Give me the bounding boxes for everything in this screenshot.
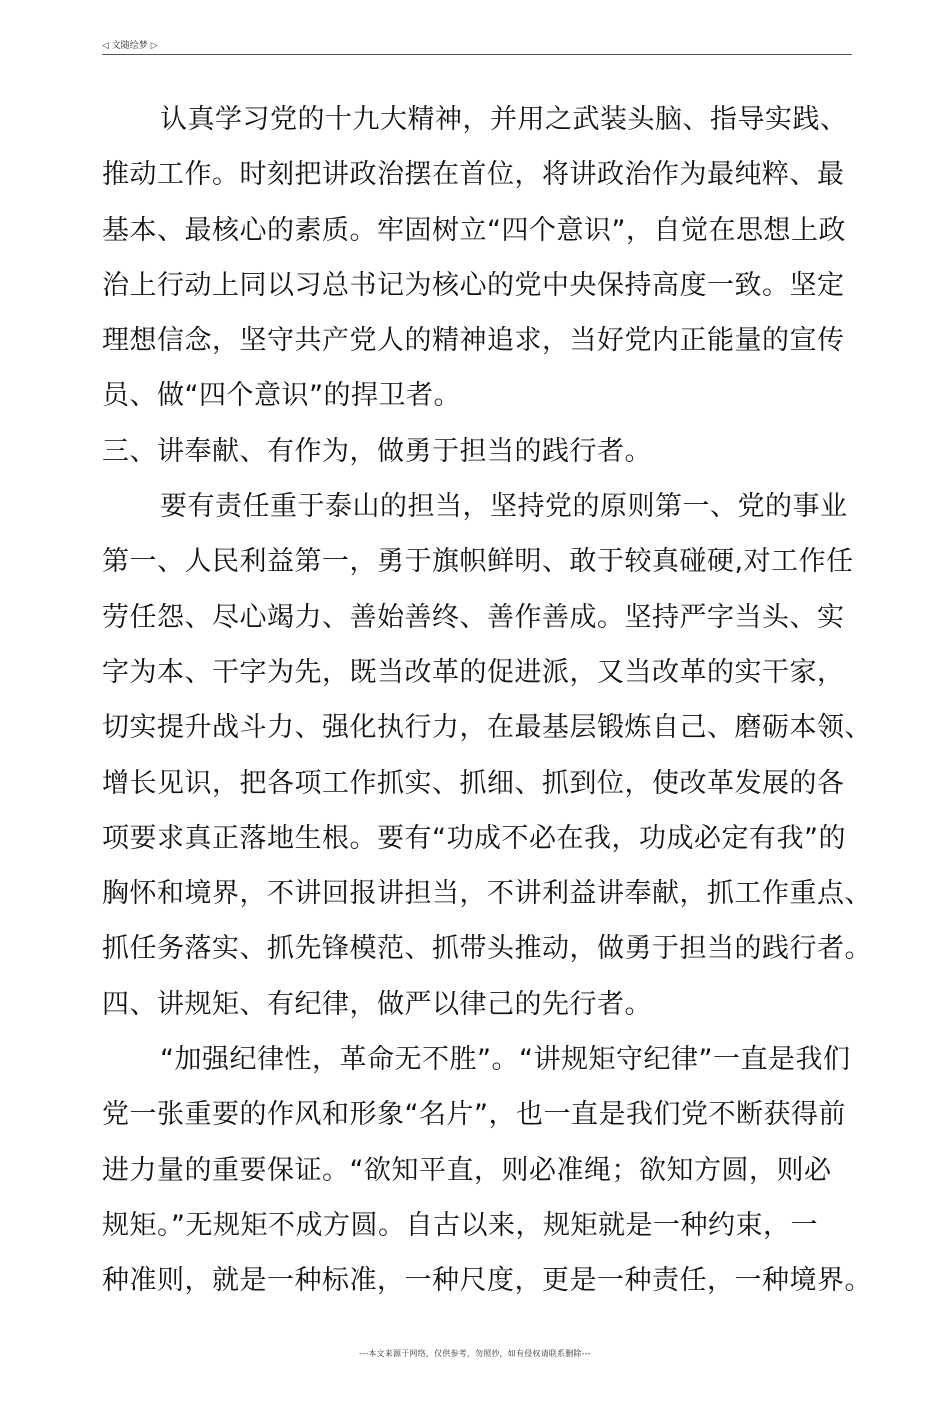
paragraph-line: 理想信念，坚守共产党人的精神追求，当好党内正能量的宣传 — [102, 325, 845, 357]
paragraph-line: 党一张重要的作风和形象“名片”，也一直是我们党不断获得前 — [102, 1099, 846, 1131]
paragraph-line: 治上行动上同以习总书记为核心的党中央保持高度一致。坚定 — [102, 269, 845, 301]
paragraph-line: 要有责任重于泰山的担当，坚持党的原则第一、党的事业 — [160, 491, 848, 523]
paragraph-line: 种准则，就是一种标准，一种尺度，更是一种责任，一种境界。 — [102, 1265, 872, 1297]
paragraph-line: 规矩。”无规矩不成方圆。自古以来，规矩就是一种约束，一 — [102, 1209, 818, 1241]
header-title: 文随绘梦 — [111, 41, 148, 51]
paragraph-line: 字为本、干字为先，既当改革的促进派，又当改革的实干家， — [102, 656, 845, 688]
paragraph-line: 劳任怨、尽心竭力、善始善终、善作善成。坚持严字当头、实 — [102, 601, 845, 633]
paragraph-line: “加强纪律性，革命无不胜”。“讲规矩守纪律”一直是我们 — [160, 1044, 851, 1076]
page-header — [102, 38, 852, 55]
paragraph-line: 推动工作。时刻把讲政治摆在首位，将讲政治作为最纯粹、最 — [102, 159, 845, 191]
page-footer: ---本文来源于网络，仅供参考，勿照抄，如有侵权请联系删除--- — [359, 1349, 591, 1358]
paragraph-line: 项要求真正落地生根。要有“功成不必在我，功成必定有我”的 — [102, 822, 846, 854]
left-triangle-icon: ◁ — [102, 41, 109, 51]
paragraph-line: 第一、人民利益第一，勇于旗帜鲜明、敢于较真碰硬,对工作任 — [102, 546, 854, 578]
section-heading: 四、讲规矩、有纪律，做严以律己的先行者。 — [102, 988, 652, 1020]
paragraph-line: 进力量的重要保证。“欲知平直，则必准绳；欲知方圆，则必 — [102, 1154, 832, 1186]
document-body — [102, 92, 872, 1309]
paragraph-line: 员、做“四个意识”的捍卫者。 — [102, 380, 461, 412]
paragraph-line: 胸怀和境界，不讲回报讲担当，不讲利益讲奉献，抓工作重点、 — [102, 878, 872, 910]
paragraph-line: 切实提升战斗力、强化执行力，在最基层锻炼自己、磨砺本领、 — [102, 712, 872, 744]
paragraph-line: 基本、最核心的素质。牢固树立“四个意识”，自觉在思想上政 — [102, 214, 846, 246]
paragraph-line: 认真学习党的十九大精神，并用之武装头脑、指导实践、 — [160, 104, 848, 135]
section-heading: 三、讲奉献、有作为，做勇于担当的践行者。 — [102, 435, 652, 467]
right-triangle-icon: ▷ — [150, 41, 158, 51]
paragraph-line: 增长见识，把各项工作抓实、抓细、抓到位，使改革发展的各 — [102, 767, 845, 799]
paragraph-line: 抓任务落实、抓先锋模范、抓带头推动，做勇于担当的践行者。 — [102, 933, 872, 965]
